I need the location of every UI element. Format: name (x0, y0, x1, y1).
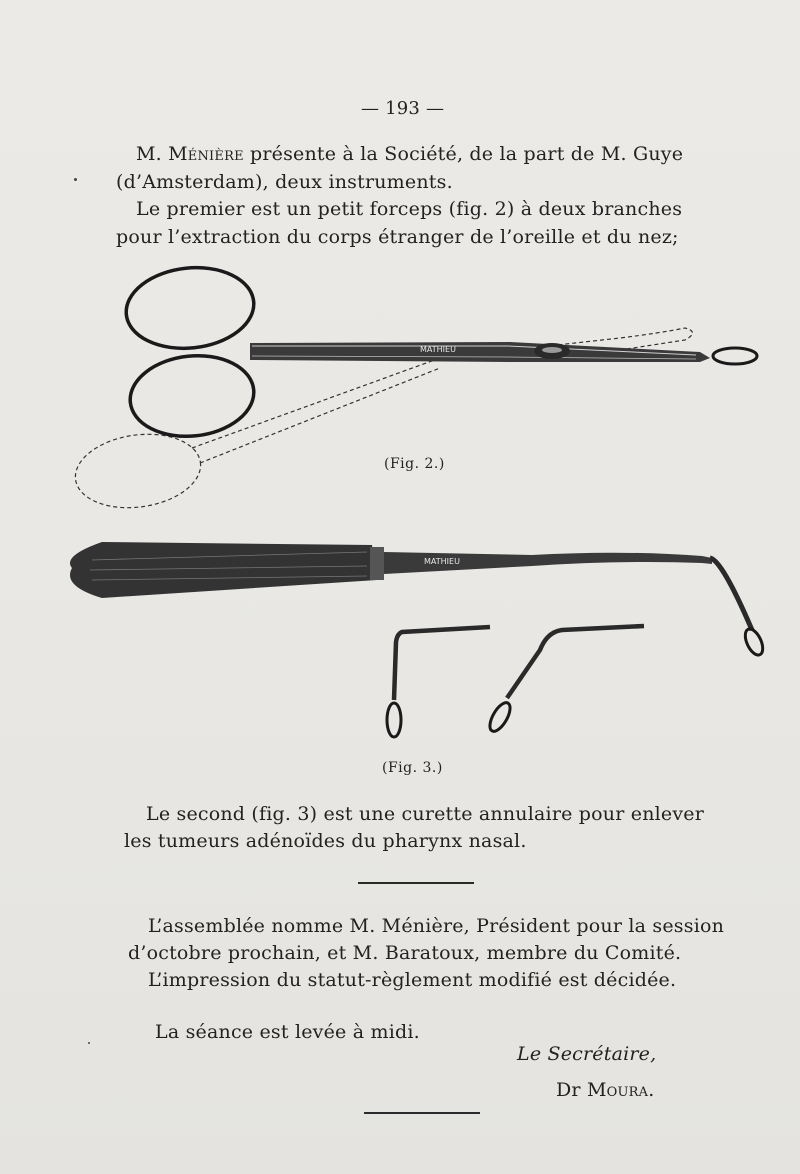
para4-line2: d’octobre prochain, et M. Baratoux, membre du Comité. (128, 942, 682, 964)
para1-line2: (d’Amsterdam), deux instruments. (116, 171, 453, 193)
fig3-caption: (Fig. 3.) (382, 760, 443, 776)
para4-line3: L’impression du statut-règlement modifié est décidée. (148, 969, 677, 991)
page-number: — 193 — (361, 98, 445, 119)
para2-line1: Le premier est un petit forceps (fig. 2) à deux branches (136, 198, 683, 220)
figure-curette (62, 530, 782, 740)
secretary-title: Le Secrétaire, (517, 1043, 657, 1065)
ink-speck (74, 178, 77, 181)
para1-rest: présente à la Société, de la part de M. Guye (243, 143, 684, 165)
seance-line: La séance est levée à midi. (155, 1021, 420, 1043)
signature-prefix: Dr (556, 1079, 587, 1101)
signature-name: Moura. (586, 1079, 655, 1101)
para2-line2: pour l’extraction du corps étranger de l’oreille et du nez; (116, 226, 679, 248)
para3-line2: les tumeurs adénoïdes du pharynx nasal. (124, 830, 527, 852)
ink-speck (88, 1042, 90, 1044)
bottom-divider (364, 1112, 480, 1114)
para1-line1 (136, 140, 683, 168)
forceps-stamp: MATHIEU (420, 345, 456, 354)
para4-line1: L’assemblée nomme M. Ménière, Président pour la session (148, 915, 725, 937)
para1-prefix: M. (136, 143, 169, 165)
curette-stamp: MATHIEU (424, 557, 460, 566)
section-divider (358, 882, 474, 884)
signature (556, 1076, 654, 1104)
para3-line1: Le second (fig. 3) est une curette annulaire pour enlever (146, 803, 705, 825)
name-meniere: Ménière (168, 143, 244, 165)
figure-forceps (60, 258, 780, 518)
fig2-caption: (Fig. 2.) (384, 456, 445, 472)
